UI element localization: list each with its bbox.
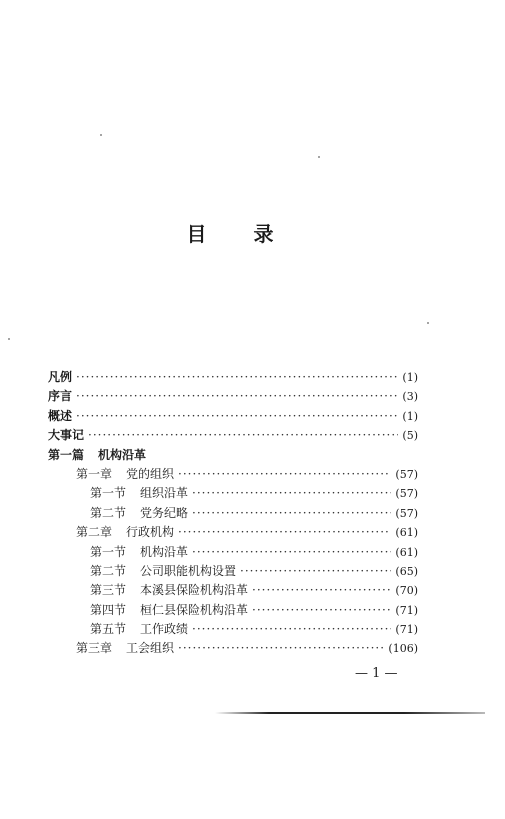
toc-entry-page: (57)	[395, 506, 418, 520]
section-title: 公司职能机构设置	[140, 563, 237, 578]
leader-dots	[252, 601, 391, 620]
toc-entry-page: (1)	[402, 409, 418, 423]
toc-entry-label	[76, 523, 174, 542]
section-number: 第一节	[90, 544, 127, 559]
toc-entry-label	[90, 620, 188, 639]
scan-rule-line	[215, 712, 485, 714]
leader-dots	[76, 407, 398, 426]
section-number: 第五节	[90, 622, 127, 637]
toc-entry-gaishu[interactable]	[48, 407, 418, 426]
toc-entry-page: (61)	[395, 545, 418, 559]
toc-chapter[interactable]	[48, 523, 418, 542]
toc-section[interactable]	[48, 504, 418, 523]
leader-dots	[76, 368, 398, 387]
chapter-number: 第三章	[76, 641, 113, 656]
toc-entry-label	[90, 484, 188, 503]
toc-section[interactable]	[48, 562, 418, 581]
leader-dots	[192, 504, 391, 523]
toc-entry-label	[90, 562, 236, 581]
section-number: 第一节	[90, 486, 127, 501]
toc-entry-page: (57)	[395, 487, 418, 501]
toc-entry-page: (57)	[395, 467, 418, 481]
section-title: 本溪县保险机构沿革	[140, 583, 249, 598]
part-title: 机构沿革	[98, 447, 147, 462]
page-number: — 1 —	[355, 666, 398, 681]
section-title: 组织沿革	[140, 486, 189, 501]
section-title: 桓仁县保险机构沿革	[140, 602, 249, 617]
chapter-number: 第一章	[76, 466, 113, 481]
leader-dots	[88, 426, 398, 445]
leader-dots	[192, 620, 391, 639]
toc-entry-label	[90, 543, 188, 562]
toc-entry-page: (71)	[395, 603, 418, 617]
chapter-number: 第二章	[76, 525, 113, 540]
section-title: 工作政绩	[140, 622, 189, 637]
page-title: 目 录	[186, 222, 294, 246]
part-heading[interactable]	[48, 446, 418, 465]
leader-dots	[76, 387, 398, 406]
toc-chapter[interactable]	[48, 639, 418, 658]
chapter-title: 工会组织	[126, 641, 175, 656]
leader-dots	[178, 523, 391, 542]
toc-entry-label: 序言	[48, 389, 73, 404]
toc-entry-label	[90, 504, 188, 523]
section-number: 第四节	[90, 602, 127, 617]
leader-dots	[192, 484, 391, 503]
toc-entry-label	[90, 581, 248, 600]
toc-entry-label: 大事记	[48, 428, 85, 443]
toc-chapter[interactable]	[48, 465, 418, 484]
toc-entry-page: (5)	[402, 429, 418, 443]
toc-entry-page: (65)	[395, 564, 418, 578]
toc-entry-page: (106)	[388, 642, 418, 656]
section-title: 党务纪略	[140, 505, 189, 520]
toc-entry-page: (3)	[402, 390, 418, 404]
toc-entry-xuyan[interactable]	[48, 387, 418, 406]
chapter-title: 党的组织	[126, 466, 175, 481]
toc-entry-page: (70)	[395, 584, 418, 598]
section-number: 第三节	[90, 583, 127, 598]
scan-speck	[427, 322, 429, 324]
toc-section[interactable]	[48, 581, 418, 600]
toc-section[interactable]	[48, 484, 418, 503]
toc-entry-dashiji[interactable]	[48, 426, 418, 445]
toc-entry-label	[76, 639, 174, 658]
toc-entry-label	[76, 465, 174, 484]
toc-entry-page: (71)	[395, 623, 418, 637]
leader-dots	[178, 465, 391, 484]
toc-entry-label: 凡例	[48, 370, 73, 384]
toc-entry-label: 概述	[48, 408, 73, 423]
leader-dots	[240, 562, 391, 581]
chapter-title: 行政机构	[126, 525, 175, 540]
toc-entry-fanli[interactable]	[48, 368, 418, 387]
table-of-contents	[48, 368, 418, 659]
leader-dots	[192, 543, 391, 562]
section-number: 第二节	[90, 563, 127, 578]
section-number: 第二节	[90, 505, 127, 520]
toc-section[interactable]	[48, 543, 418, 562]
toc-entry-label	[90, 601, 248, 620]
leader-dots	[252, 581, 391, 600]
scan-speck	[318, 156, 320, 158]
part-number: 第一篇	[48, 447, 85, 462]
leader-dots	[178, 639, 384, 658]
toc-entry-page: (61)	[395, 526, 418, 540]
section-title: 机构沿革	[140, 544, 189, 559]
scan-speck	[100, 134, 102, 136]
toc-section[interactable]	[48, 601, 418, 620]
toc-entry-page: (1)	[402, 371, 418, 384]
toc-section[interactable]	[48, 620, 418, 639]
scan-speck	[8, 338, 10, 340]
